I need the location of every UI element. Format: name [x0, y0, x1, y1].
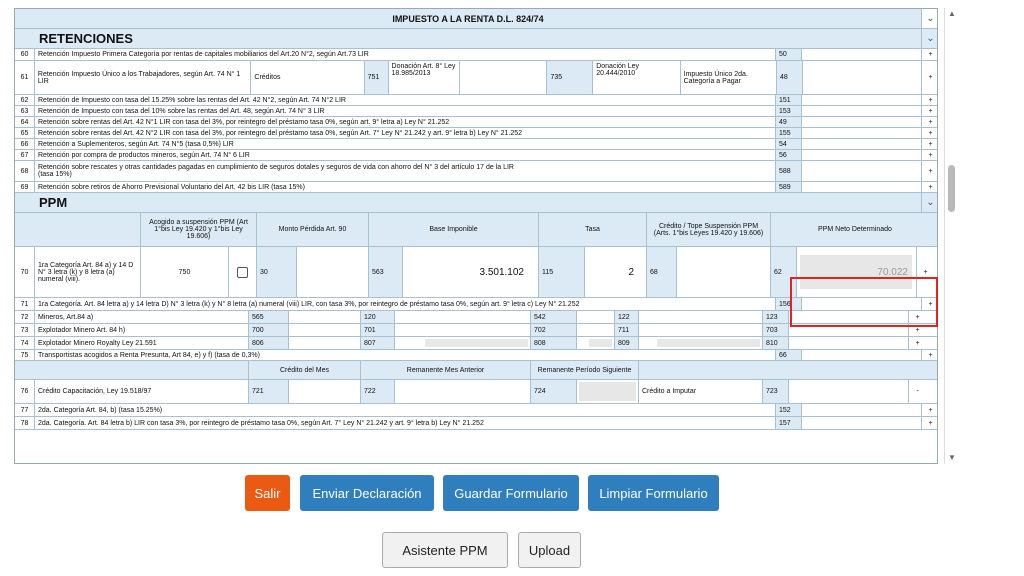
- tasa-input[interactable]: 2: [585, 247, 647, 297]
- expand-plus-icon[interactable]: +: [928, 419, 933, 427]
- value-input[interactable]: [802, 49, 922, 60]
- code: 120: [361, 311, 395, 323]
- value-input[interactable]: [789, 311, 909, 323]
- code: 152: [776, 404, 802, 416]
- value-input[interactable]: [802, 117, 922, 127]
- code: 122: [615, 311, 639, 323]
- line-description: 1ra Categoría. Art. 84 letra a) y 14 letra D) N° 3 letra (k) y N° 8 letra (a) numeral (viii) LIR, con tasa 3%, por reintegro de préstamo tasa 0%, según art. 9° letra c) Ley N° 21.252: [35, 298, 776, 310]
- collapse-minus-icon[interactable]: -: [916, 388, 919, 395]
- expand-plus-icon[interactable]: +: [923, 268, 928, 276]
- credito-imputar-label: Crédito a Imputar: [639, 380, 763, 403]
- base-imponible-input[interactable]: 3.501.102: [403, 247, 539, 297]
- value-input[interactable]: [789, 380, 909, 403]
- code: 721: [249, 380, 289, 403]
- form-title-row: [15, 9, 938, 29]
- line-description: Retención sobre retiros de Ahorro Previsional Voluntario del Art. 42 bis LIR (tasa 15%): [35, 182, 776, 192]
- value-input[interactable]: [577, 324, 615, 336]
- line-number: 64: [15, 117, 35, 127]
- limpiar-formulario-button[interactable]: Limpiar Formulario: [588, 475, 719, 511]
- code: 711: [615, 324, 639, 336]
- code: 810: [763, 337, 789, 349]
- line-number: 71: [15, 298, 35, 310]
- expand-plus-icon[interactable]: +: [915, 313, 920, 321]
- value-input[interactable]: [425, 339, 528, 347]
- ppm-header-row: [15, 213, 938, 247]
- value-input[interactable]: [789, 324, 909, 336]
- table-row: [15, 128, 938, 139]
- line-number: 65: [15, 128, 35, 138]
- code: 153: [776, 106, 802, 116]
- line-description: Crédito Capacitación, Ley 19.518/97: [35, 380, 249, 403]
- value-input[interactable]: [803, 61, 922, 94]
- code: 723: [763, 380, 789, 403]
- section-retenciones: [15, 29, 938, 49]
- code: 151: [776, 95, 802, 105]
- form-scrollbar[interactable]: [944, 8, 958, 464]
- table-row: [15, 350, 938, 361]
- value-input[interactable]: [589, 339, 612, 347]
- expand-plus-icon[interactable]: +: [928, 167, 933, 175]
- creditos-label: Créditos: [251, 61, 364, 94]
- scroll-down-icon[interactable]: ▼: [948, 453, 956, 462]
- code: 123: [763, 311, 789, 323]
- value-input[interactable]: [802, 106, 922, 116]
- table-row: [15, 182, 938, 193]
- table-row: [15, 106, 938, 117]
- section-title: PPM: [15, 193, 922, 212]
- code: 542: [531, 311, 577, 323]
- code: 808: [531, 337, 577, 349]
- value-input[interactable]: [677, 247, 771, 297]
- code: 700: [249, 324, 289, 336]
- scrollbar-thumb[interactable]: [948, 165, 955, 212]
- line-number: 63: [15, 106, 35, 116]
- line-description: Transportistas acogidos a Renta Presunta, Art 84, e) y f) (tasa de 0,3%): [35, 350, 776, 360]
- table-row: [15, 380, 938, 404]
- ppm-neto-field[interactable]: 70.022: [800, 255, 912, 289]
- line-number: 66: [15, 139, 35, 149]
- expand-plus-icon[interactable]: +: [928, 406, 933, 414]
- expand-plus-icon[interactable]: +: [928, 74, 933, 81]
- code: 807: [361, 337, 395, 349]
- line-description: Retención a Suplementeros, según Art. 74 N°5 (tasa 0,5%) LIR: [35, 139, 776, 149]
- expand-plus-icon[interactable]: +: [915, 326, 920, 334]
- expand-plus-icon[interactable]: +: [928, 300, 933, 308]
- code: 806: [249, 337, 289, 349]
- code: 724: [531, 380, 577, 403]
- tax-form: [14, 8, 938, 464]
- collapse-chevron-icon[interactable]: ⌄: [926, 197, 935, 208]
- value-input[interactable]: [639, 311, 763, 323]
- line-number: 75: [15, 350, 35, 360]
- code: 56: [776, 150, 802, 160]
- line-description: Retención de Impuesto con tasa del 10% sobre las rentas del Art. 48, según Art. 74 N° 3 LIR: [35, 106, 776, 116]
- expand-plus-icon[interactable]: +: [915, 339, 920, 347]
- code: 62: [771, 247, 797, 297]
- enviar-declaracion-button[interactable]: Enviar Declaración: [300, 475, 434, 511]
- table-row: [15, 61, 938, 95]
- suspension-checkbox[interactable]: [229, 247, 257, 297]
- table-row: [15, 161, 938, 182]
- value-input[interactable]: [289, 311, 361, 323]
- code: 49: [776, 117, 802, 127]
- table-row: [15, 298, 938, 311]
- line-number: 69: [15, 182, 35, 192]
- table-row: [15, 117, 938, 128]
- line-number: 67: [15, 150, 35, 160]
- code-750: 750: [141, 247, 229, 297]
- value-input[interactable]: [395, 380, 531, 403]
- value-input[interactable]: [639, 324, 763, 336]
- code: 703: [763, 324, 789, 336]
- col-perdida: Monto Pérdida Art. 90: [257, 213, 369, 246]
- line-number: 60: [15, 49, 35, 60]
- code: 48: [777, 61, 803, 94]
- table-row: [15, 150, 938, 161]
- value-input[interactable]: [579, 382, 636, 401]
- code: 701: [361, 324, 395, 336]
- credit-header-row: [15, 361, 938, 380]
- code: 702: [531, 324, 577, 336]
- code: 66: [776, 350, 802, 360]
- line-number: 72: [15, 311, 35, 323]
- code: 722: [361, 380, 395, 403]
- value-input[interactable]: [577, 311, 615, 323]
- line-number: 68: [15, 161, 35, 181]
- code: 563: [369, 247, 403, 297]
- code: 589: [776, 182, 802, 192]
- guardar-formulario-button[interactable]: Guardar Formulario: [443, 475, 579, 511]
- section-title: RETENCIONES: [15, 29, 922, 48]
- scroll-up-icon[interactable]: ▲: [948, 9, 956, 18]
- code: 30: [257, 247, 297, 297]
- expand-plus-icon[interactable]: +: [928, 118, 933, 126]
- table-row: [15, 247, 938, 298]
- col-ppm-neto: PPM Neto Determinado: [818, 226, 892, 233]
- line-number: 78: [15, 417, 35, 429]
- value-input[interactable]: [289, 324, 361, 336]
- col-credito-tope: Crédito / Tope Suspensión PPM (Arts. 1°bis Leyes 19.420 y 19.606): [647, 213, 771, 246]
- expand-plus-icon[interactable]: +: [928, 51, 933, 58]
- form-title: IMPUESTO A LA RENTA D.L. 824/74: [15, 9, 922, 28]
- line-description: Retención Impuesto Único a los Trabajadores, según Art. 74 N° 1 LIR: [35, 61, 252, 94]
- donacion-label: Donación Ley 20.444/2010: [593, 61, 680, 94]
- expand-plus-icon[interactable]: +: [928, 183, 933, 191]
- value-input[interactable]: [657, 339, 760, 347]
- section-ppm: [15, 193, 938, 213]
- expand-plus-icon[interactable]: +: [928, 129, 933, 137]
- value-input[interactable]: [802, 350, 922, 360]
- code: 751: [365, 61, 389, 94]
- value-input[interactable]: [802, 182, 922, 192]
- table-row: [15, 95, 938, 106]
- asistente-ppm-button[interactable]: Asistente PPM: [382, 532, 508, 568]
- value-input[interactable]: [297, 247, 369, 297]
- value-input[interactable]: [802, 139, 922, 149]
- col-base: Base Imponible: [369, 213, 539, 246]
- line-description: 2da. Categoría Art. 84, b) (tasa 15.25%): [35, 404, 776, 416]
- line-number: 70: [15, 247, 35, 297]
- expand-plus-icon[interactable]: +: [928, 151, 933, 159]
- value-input[interactable]: [802, 150, 922, 160]
- col-tasa: Tasa: [539, 213, 647, 246]
- col-remanente-anterior: Remanente Mes Anterior: [361, 361, 531, 379]
- code: 735: [547, 61, 593, 94]
- expand-plus-icon[interactable]: +: [928, 96, 933, 104]
- value-input[interactable]: [289, 380, 361, 403]
- line-number: 73: [15, 324, 35, 336]
- expand-plus-icon[interactable]: +: [928, 351, 933, 359]
- line-number: 62: [15, 95, 35, 105]
- collapse-chevron-icon[interactable]: ⌄: [926, 33, 935, 44]
- line-number: 77: [15, 404, 35, 416]
- value-input[interactable]: [802, 128, 922, 138]
- value-input[interactable]: [289, 337, 361, 349]
- table-row: [15, 337, 938, 350]
- line-description: Retención sobre rescates y otras cantidades pagadas en cumplimiento de seguros dotales y seguros de vida con ahorro del N° 3 del artículo 17 de la LIR (tasa 15%): [35, 161, 776, 181]
- code: 565: [249, 311, 289, 323]
- code: 809: [615, 337, 639, 349]
- table-row: [15, 417, 938, 430]
- table-row: [15, 139, 938, 150]
- code: 155: [776, 128, 802, 138]
- value-input[interactable]: [802, 95, 922, 105]
- col-acogido: Acogido a suspensión PPM (Art 1°bis Ley 19.420 y 1°bis Ley 19.606): [141, 213, 257, 246]
- table-row: [15, 324, 938, 337]
- line-number: 74: [15, 337, 35, 349]
- collapse-chevron-icon[interactable]: ⌄: [926, 13, 935, 24]
- col-remanente-siguiente: Remanente Período Siguiente: [531, 361, 639, 379]
- salir-button[interactable]: Salir: [245, 475, 290, 511]
- line-description: Retención de Impuesto con tasa del 15.25% sobre las rentas del Art. 42 N°2, según Art. 74 N°2 LIR: [35, 95, 776, 105]
- expand-plus-icon[interactable]: +: [928, 140, 933, 148]
- line-description: Retención Impuesto Primera Categoría por rentas de capitales mobiliarios del Art.20 N°2, según Art.73 LIR: [35, 49, 776, 60]
- line-description: Retención sobre rentas del Art. 42 N°1 LIR con tasa del 3%, por reintegro del préstamo tasa 0%, según art. 9° letra a) Ley N° 21.252: [35, 117, 776, 127]
- code: 54: [776, 139, 802, 149]
- value-input[interactable]: [802, 404, 922, 416]
- code: 588: [776, 161, 802, 181]
- value-input[interactable]: [460, 61, 547, 94]
- col-credito-mes: Crédito del Mes: [249, 361, 361, 379]
- impuesto-label: Impuesto Único 2da. Categoría a Pagar: [681, 61, 777, 94]
- table-row: [15, 49, 938, 61]
- table-row: [15, 404, 938, 417]
- value-input[interactable]: [395, 324, 531, 336]
- value-input[interactable]: [789, 337, 909, 349]
- line-description: 1ra Categoría Art. 84 a) y 14 D N° 3 letra (k) y 8 letra (a) numeral (viii).: [35, 247, 141, 297]
- value-input[interactable]: [802, 417, 922, 429]
- line-description: Retención por compra de productos mineros, según Art. 74 N° 6 LIR: [35, 150, 776, 160]
- line-description: Explotador Minero Art. 84 h): [35, 324, 249, 336]
- line-description: Mineros, Art.84 a): [35, 311, 249, 323]
- upload-button[interactable]: Upload: [518, 532, 581, 568]
- table-row: [15, 311, 938, 324]
- line-number: 61: [15, 61, 35, 94]
- code: 157: [776, 417, 802, 429]
- expand-plus-icon[interactable]: +: [928, 107, 933, 115]
- line-description: Explotador Minero Royalty Ley 21.591: [35, 337, 249, 349]
- line-number: 76: [15, 380, 35, 403]
- code: 115: [539, 247, 585, 297]
- code: 156: [776, 298, 802, 310]
- value-input[interactable]: [395, 311, 531, 323]
- code: 68: [647, 247, 677, 297]
- value-input[interactable]: [802, 161, 922, 181]
- code: 50: [776, 49, 802, 60]
- line-description: Retención sobre rentas del Art. 42 N°2 LIR con tasa del 3%, por reintegro del préstamo tasa 0%, según Art. 7° Ley N° 21.242 y art. 9° letra b) Ley N° 21.252: [35, 128, 776, 138]
- line-description: 2da. Categoría. Art. 84 letra b) LIR con tasa 3%, por reintegro de préstamo tasa 0%, según Art. 7° Ley N° 21.242 y art. 9° letra b) Ley N° 21.252: [35, 417, 776, 429]
- donacion-label: Donación Art. 8° Ley 18.985/2013: [389, 61, 461, 94]
- value-input[interactable]: [802, 298, 922, 310]
